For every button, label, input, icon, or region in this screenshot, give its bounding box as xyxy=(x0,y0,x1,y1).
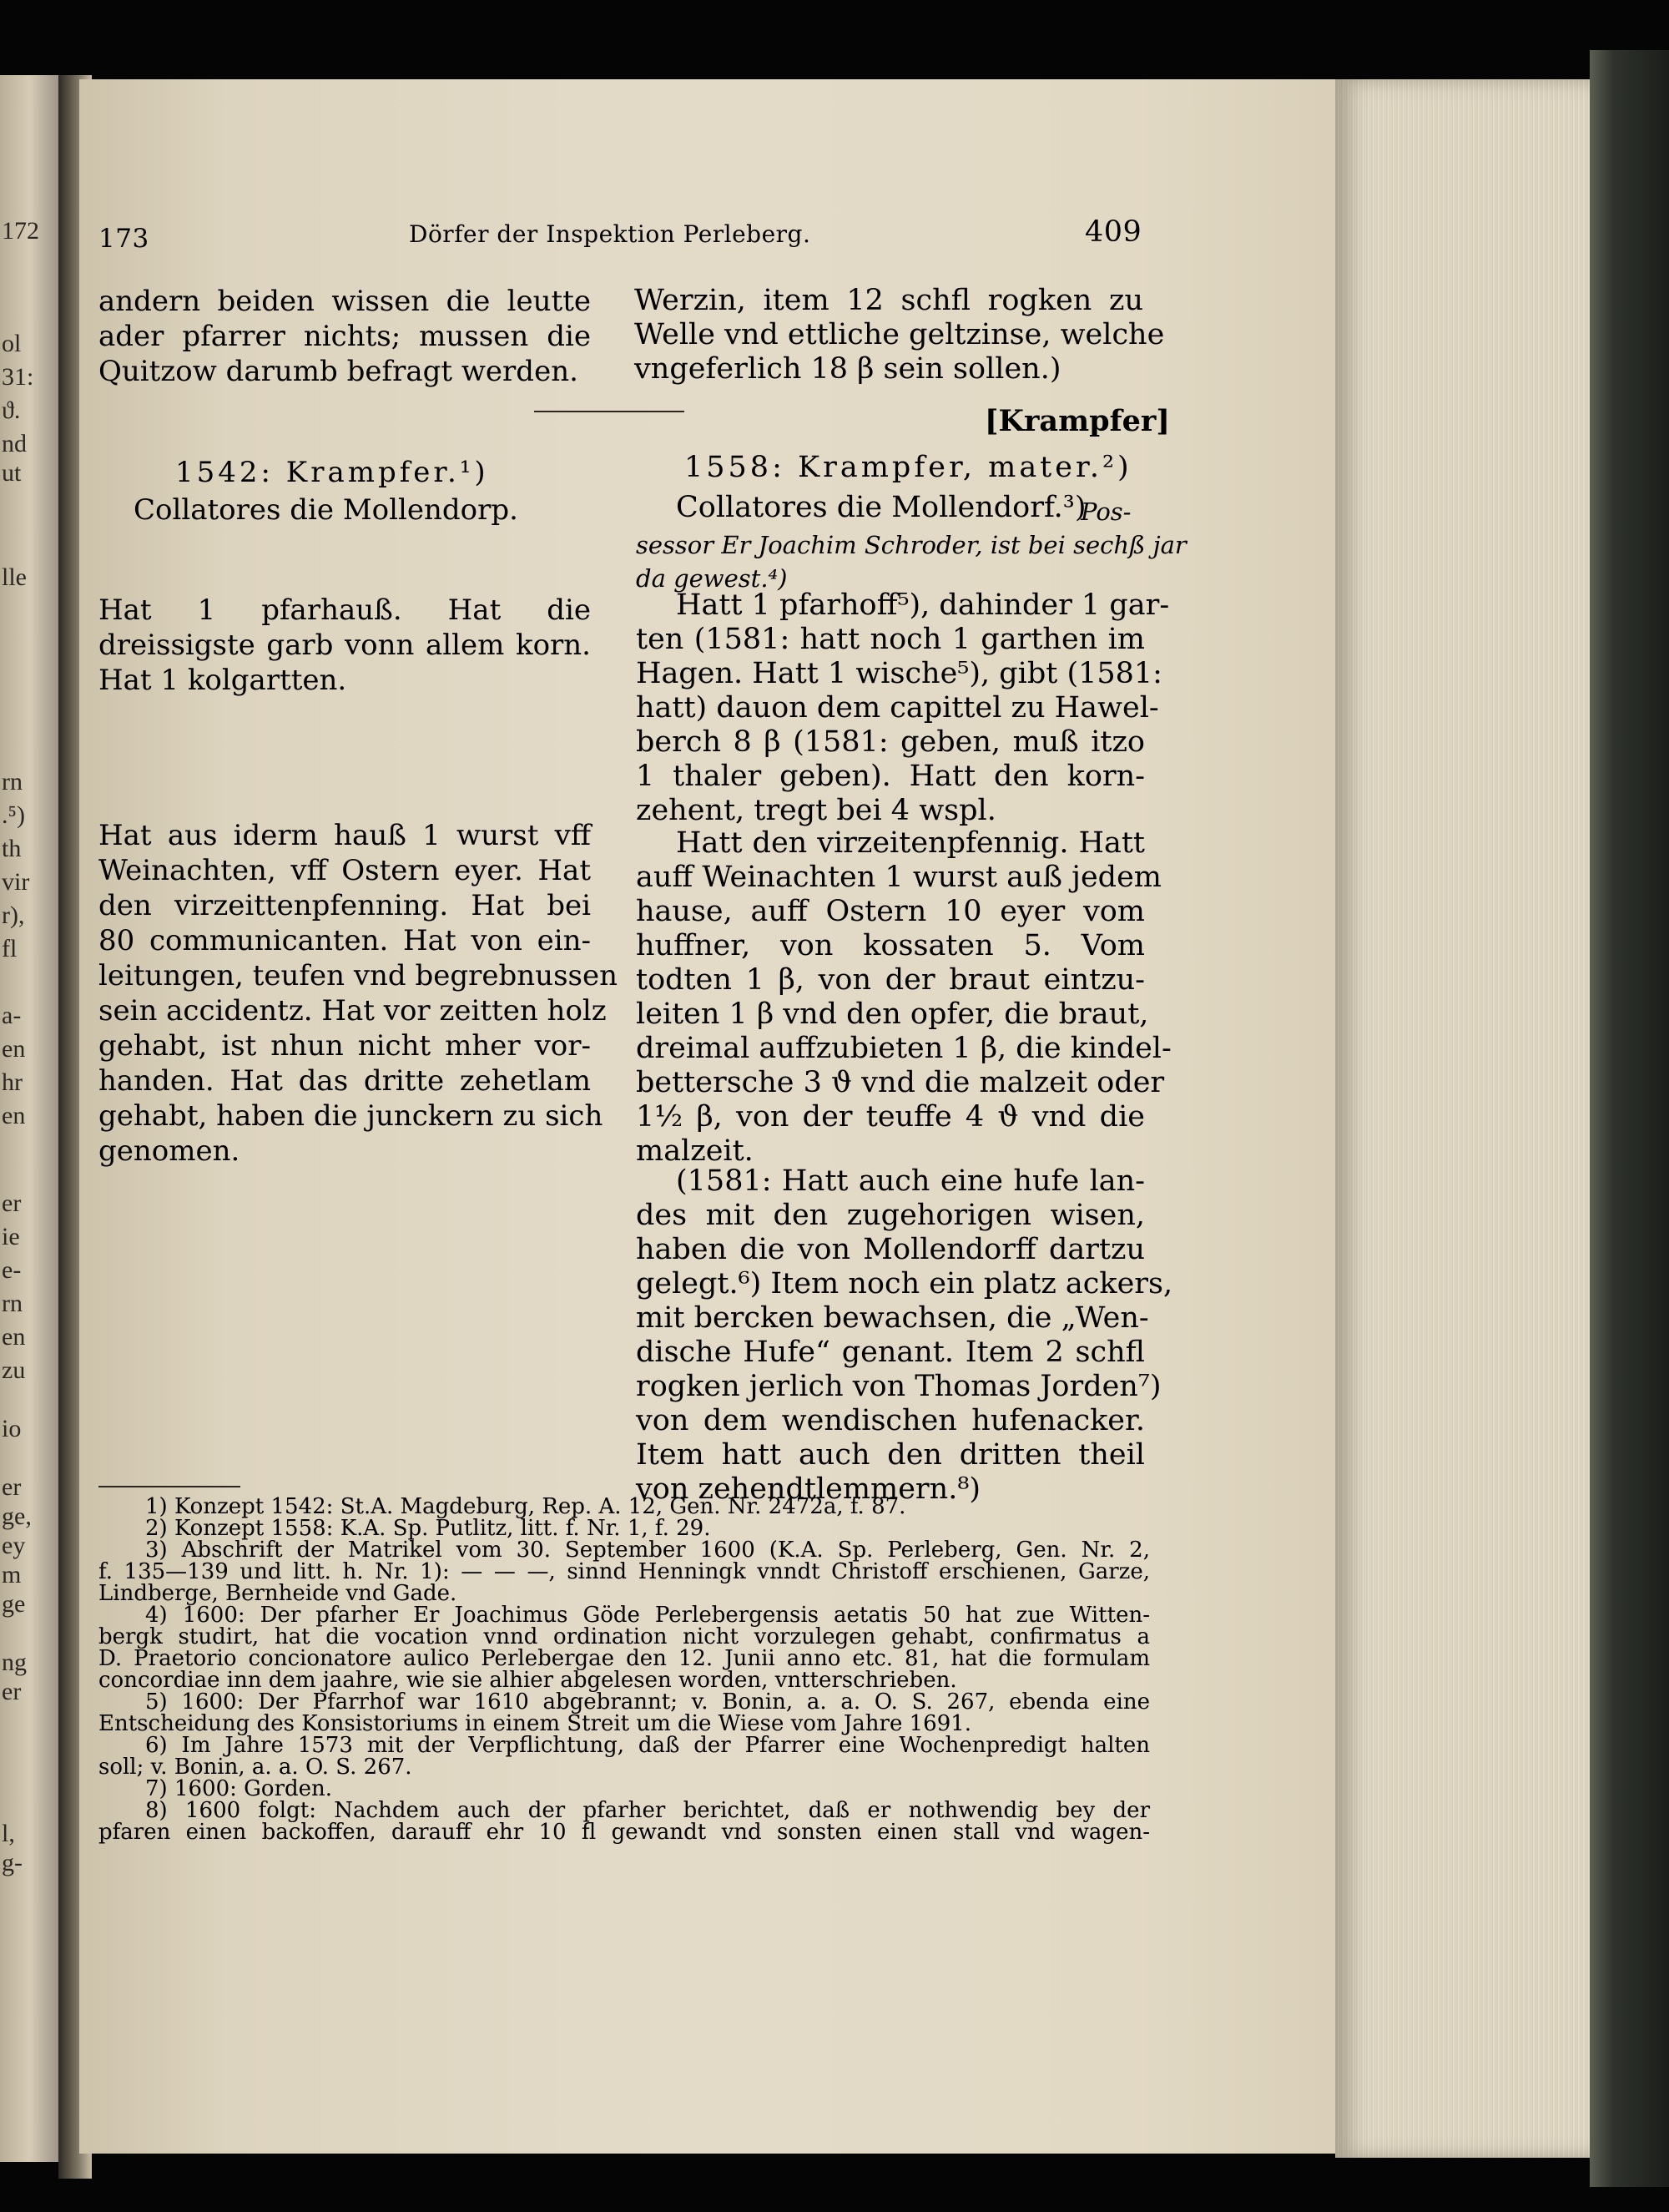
footnote: 4) 1600: Der pfarher Er Joachimus Göde Perlebergensis aetatis 50 hat zue Witten- xyxy=(145,1603,1150,1628)
text-line: haben die von Mollendorff dartzu xyxy=(636,1233,1145,1266)
footnote: concordiae inn dem jaahre, wie sie alhier abgelesen worden, vntterschrieben. xyxy=(98,1668,957,1693)
prev-fragment: a- xyxy=(2,1002,22,1029)
prev-fragment: er xyxy=(2,1473,22,1501)
text-line: ader pfarrer nichts; mussen die xyxy=(98,320,591,353)
prev-fragment: m xyxy=(2,1561,22,1588)
text-line: ten (1581: hatt noch 1 garthen im xyxy=(636,623,1145,656)
prev-fragment: ng xyxy=(2,1649,27,1676)
text-line: auff Weinachten 1 wurst auß jedem xyxy=(636,861,1162,894)
text-line: 80 communicanten. Hat von ein- xyxy=(98,924,591,957)
text-line: malzeit. xyxy=(636,1134,754,1168)
text-line: Hat 1 pfarhauß. Hat die xyxy=(98,593,591,627)
text-line: Hat 1 kolgartten. xyxy=(98,664,347,697)
text-line: gelegt.⁶) Item noch ein platz ackers, xyxy=(636,1267,1173,1300)
text-line: Item hatt auch den dritten theil xyxy=(636,1438,1145,1472)
prev-fragment: en xyxy=(2,1035,26,1063)
footnote: soll; v. Bonin, a. a. O. S. 267. xyxy=(98,1755,412,1780)
possessor-line: Pos- xyxy=(1081,497,1132,526)
top-left-continuation xyxy=(98,284,591,389)
prev-fragment: fl xyxy=(2,935,18,962)
footnote: bergk studirt, hat die vocation vnnd ordination nicht vorzulegen gehabt, confirmatus a xyxy=(98,1624,1150,1649)
text-line: dische Hufe“ genant. Item 2 schfl xyxy=(636,1336,1145,1369)
right-paragraph-2 xyxy=(636,826,1172,1169)
book-cover-edge xyxy=(1590,50,1669,2187)
text-line: den virzeittenpfenning. Hat bei xyxy=(98,889,591,922)
prev-fragment: 31: xyxy=(2,363,34,391)
text-line: Hat aus iderm hauß 1 wurst vff xyxy=(98,819,591,852)
text-line: 1 thaler geben). Hatt den korn- xyxy=(636,760,1145,793)
header-left-number: 173 xyxy=(98,224,149,254)
right-paragraph-1 xyxy=(636,588,1170,828)
left-paragraph-2 xyxy=(98,818,618,1169)
right-heading: 1558: Krampfer, mater.²) xyxy=(684,451,1132,484)
right-paragraph-3 xyxy=(636,1164,1173,1507)
prev-fragment: rn xyxy=(2,1290,23,1317)
previous-page-edge xyxy=(0,75,65,2162)
running-title: Dörfer der Inspektion Perleberg. xyxy=(409,220,811,248)
prev-fragment: ie xyxy=(2,1223,20,1250)
prev-fragment: zu xyxy=(2,1356,26,1384)
footnote: pfaren einen backoffen, darauff ehr 10 fl gewandt vnd sonsten einen stall vnd wagen- xyxy=(98,1820,1150,1845)
text-line: bettersche 3 ϑ vnd die malzeit oder xyxy=(636,1066,1165,1099)
left-heading: 1542: Krampfer.¹) xyxy=(175,456,489,489)
prev-fragment: .⁵) xyxy=(2,801,25,829)
text-line: leitungen, teufen vnd begrebnussen xyxy=(98,959,618,992)
possessor-line: da gewest.⁴) xyxy=(636,564,788,593)
text-line: Weinachten, vff Ostern eyer. Hat xyxy=(98,854,591,887)
footnote: Entscheidung des Konsistoriums in einem Streit um die Wiese vom Jahre 1691. xyxy=(98,1711,972,1736)
text-line: des mit den zugehorigen wisen, xyxy=(636,1199,1145,1232)
prev-fragment: ey xyxy=(2,1532,26,1559)
section-rule xyxy=(534,411,684,412)
prev-fragment: lle xyxy=(2,563,27,591)
text-line: Hatt 1 pfarhoff⁵), dahinder 1 gar- xyxy=(676,588,1170,622)
text-line: rogken jerlich von Thomas Jorden⁷) xyxy=(636,1370,1162,1403)
footnote: 2) Konzept 1558: K.A. Sp. Putlitz, litt. f. Nr. 1, f. 29. xyxy=(145,1516,711,1541)
text-line: vngeferlich 18 β sein sollen.) xyxy=(634,352,1061,386)
page-number: 409 xyxy=(1085,215,1142,249)
prev-fragment: 172 xyxy=(2,217,39,245)
prev-fragment: en xyxy=(2,1323,26,1351)
text-line: Hagen. Hatt 1 wische⁵), gibt (1581: xyxy=(636,657,1162,690)
prev-fragment: nd xyxy=(2,430,27,457)
section-tag: [Krampfer] xyxy=(985,404,1170,438)
text-line: von zehendtlemmern.⁸) xyxy=(636,1472,981,1506)
text-line: von dem wendischen hufenacker. xyxy=(636,1404,1145,1437)
text-line: hause, auff Ostern 10 eyer vom xyxy=(636,895,1145,928)
footnote: 5) 1600: Der Pfarrhof war 1610 abgebrannt; v. Bonin, a. a. O. S. 267, ebenda eine xyxy=(145,1689,1150,1715)
footnotes xyxy=(98,1496,1150,1843)
text-line: genomen. xyxy=(98,1134,240,1168)
text-line: gehabt, haben die junckern zu sich xyxy=(98,1099,603,1133)
prev-fragment: ge, xyxy=(2,1502,32,1530)
prev-fragment: er xyxy=(2,1678,22,1705)
footnote-rule xyxy=(98,1486,240,1487)
footnote: 3) Abschrift der Matrikel vom 30. September 1600 (K.A. Sp. Perleberg, Gen. Nr. 2, xyxy=(145,1538,1150,1563)
text-line: andern beiden wissen die leutte xyxy=(98,285,591,318)
text-line: Hatt den virzeitenpfennig. Hatt xyxy=(676,826,1145,860)
prev-fragment: ut xyxy=(2,459,22,487)
text-line: gehabt, ist nhun nicht mher vor- xyxy=(98,1029,591,1063)
prev-fragment: er xyxy=(2,1189,22,1217)
text-line: dreimal auffzubieten 1 β, die kindel- xyxy=(636,1032,1172,1065)
footnote: 6) Im Jahre 1573 mit der Verpflichtung, daß der Pfarrer eine Wochenpredigt halten xyxy=(145,1733,1150,1758)
text-line: berch 8 β (1581: geben, muß itzo xyxy=(636,725,1145,759)
text-line: dreissigste garb vonn allem korn. xyxy=(98,629,591,662)
footnote: 8) 1600 folgt: Nachdem auch der pfarher berichtet, daß er nothwendig bey der xyxy=(145,1798,1150,1823)
prev-fragment: l, xyxy=(2,1820,15,1847)
prev-fragment: vir xyxy=(2,868,30,896)
prev-fragment: e- xyxy=(2,1256,22,1284)
text-line: huffner, von kossaten 5. Vom xyxy=(636,929,1145,962)
top-right-continuation xyxy=(634,284,1165,386)
text-line: Werzin, item 12 schfl rogken zu xyxy=(634,284,1143,317)
text-line: todten 1 β, von der braut eintzu- xyxy=(636,963,1145,997)
text-line: Welle vnd ettliche geltzinse, welche xyxy=(634,318,1165,351)
page-edges xyxy=(1335,79,1602,2158)
left-paragraph-1 xyxy=(98,593,591,698)
prev-fragment: r), xyxy=(2,901,25,929)
prev-fragment: io xyxy=(2,1415,22,1442)
prev-fragment: ϑ. xyxy=(2,396,21,424)
prev-fragment: g- xyxy=(2,1849,23,1876)
text-line: 1½ β, von der teuffe 4 ϑ vnd die xyxy=(636,1100,1145,1134)
text-line: mit bercken bewachsen, die „Wen- xyxy=(636,1301,1149,1335)
possessor-line: sessor Er Joachim Schroder, ist bei sechß jar xyxy=(636,531,1187,559)
footnote: f. 135—139 und litt. h. Nr. 1): — — —, sinnd Henningk vnndt Christoff erschienen, Garze, xyxy=(98,1559,1150,1584)
prev-fragment: hr xyxy=(2,1068,23,1096)
text-line: sein accidentz. Hat vor zeitten holz xyxy=(98,994,607,1028)
footnote: Lindberge, Bernheide vnd Gade. xyxy=(98,1581,457,1606)
text-line: leiten 1 β vnd den opfer, die braut, xyxy=(636,997,1149,1031)
footnote: 1) Konzept 1542: St.A. Magdeburg, Rep. A. 12, Gen. Nr. 2472a, f. 87. xyxy=(145,1494,906,1519)
text-line: (1581: Hatt auch eine hufe lan- xyxy=(676,1164,1145,1198)
footnote: D. Praetorio concionatore aulico Perlebergae den 12. Junii anno etc. 81, hat die formulam xyxy=(98,1646,1150,1671)
prev-fragment: en xyxy=(2,1102,26,1129)
left-collatores: Collatores die Mollendorp. xyxy=(134,493,518,527)
prev-fragment: ol xyxy=(2,330,22,357)
text-line: hatt) dauon dem capittel zu Hawel- xyxy=(636,691,1159,725)
prev-fragment: rn xyxy=(2,768,23,795)
prev-fragment: ge xyxy=(2,1590,26,1618)
footnote: 7) 1600: Gorden. xyxy=(145,1776,333,1801)
text-line: zehent, tregt bei 4 wspl. xyxy=(636,794,996,827)
right-collatores: Collatores die Mollendorf.³) xyxy=(676,491,1087,524)
prev-fragment: th xyxy=(2,835,22,862)
text-line: handen. Hat das dritte zehetlam xyxy=(98,1064,591,1098)
text-line: Quitzow darumb befragt werden. xyxy=(98,355,578,388)
